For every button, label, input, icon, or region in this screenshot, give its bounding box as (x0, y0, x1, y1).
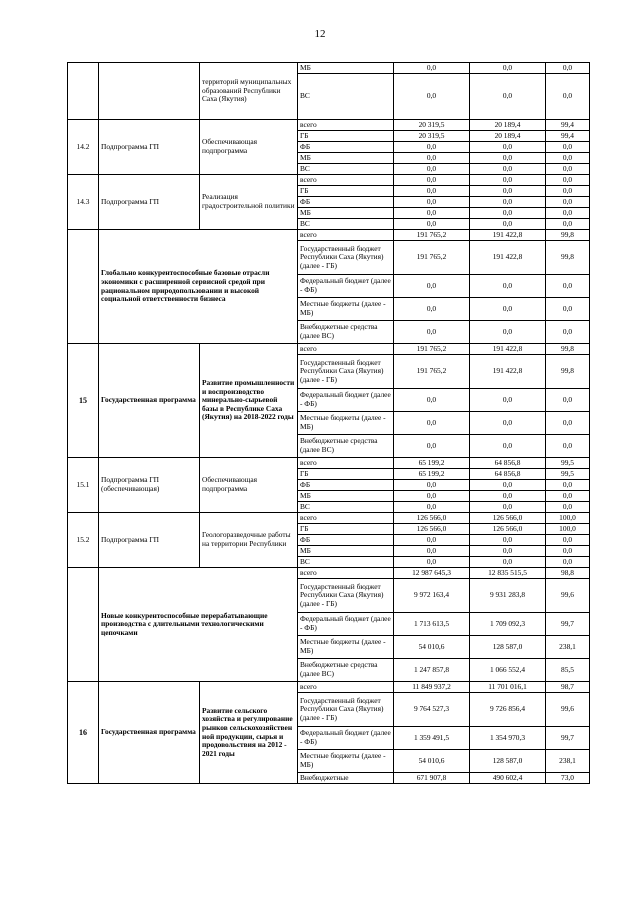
actual-value-cell: 0,0 (470, 321, 546, 344)
percent-cell: 99,5 (546, 469, 590, 480)
percent-cell: 0,0 (546, 275, 590, 298)
percent-cell: 99,8 (546, 241, 590, 275)
planned-value-cell: 0,0 (394, 321, 470, 344)
actual-value-cell: 64 856,8 (470, 469, 546, 480)
actual-value-cell: 0,0 (470, 298, 546, 321)
planned-value-cell: 0,0 (394, 186, 470, 197)
percent-cell: 99,8 (546, 344, 590, 355)
program-name-cell: Глобально конкурентоспособные базовые отрасли экономики с расширенной сервисной средой при рациональном природопользовании и высокой социальной ответственности бизнеса (99, 230, 298, 344)
actual-value-cell: 191 422,8 (470, 355, 546, 389)
percent-cell: 73,0 (546, 773, 590, 784)
percent-cell: 0,0 (546, 142, 590, 153)
budget-table (67, 62, 590, 784)
percent-cell: 99,6 (546, 693, 590, 727)
planned-value-cell: 65 199,2 (394, 458, 470, 469)
funding-source-cell: МБ (298, 546, 394, 557)
funding-source-cell: ВС (298, 502, 394, 513)
percent-cell: 0,0 (546, 197, 590, 208)
planned-value-cell: 191 765,2 (394, 230, 470, 241)
actual-value-cell: 128 587,0 (470, 750, 546, 773)
program-name-cell: Подпрограмма ГП (99, 175, 200, 230)
funding-source-cell: Государственный бюджет Республики Саха (Якутия) (далее - ГБ) (298, 355, 394, 389)
percent-cell: 0,0 (546, 480, 590, 491)
row-number-cell: 15 (68, 344, 99, 458)
percent-cell: 0,0 (546, 219, 590, 230)
funding-source-cell: Местные бюджеты (далее - МБ) (298, 412, 394, 435)
planned-value-cell: 12 987 645,3 (394, 568, 470, 579)
actual-value-cell: 0,0 (470, 197, 546, 208)
percent-cell: 0,0 (546, 557, 590, 568)
funding-source-cell: ВС (298, 219, 394, 230)
row-number-cell: 14.2 (68, 120, 99, 175)
actual-value-cell: 0,0 (470, 502, 546, 513)
row-number-cell: 14.3 (68, 175, 99, 230)
actual-value-cell: 1 354 970,3 (470, 727, 546, 750)
actual-value-cell: 11 701 016,1 (470, 682, 546, 693)
planned-value-cell: 0,0 (394, 389, 470, 412)
percent-cell: 99,7 (546, 727, 590, 750)
actual-value-cell: 64 856,8 (470, 458, 546, 469)
funding-source-cell: всего (298, 682, 394, 693)
funding-source-cell: Федеральный бюджет (далее - ФБ) (298, 275, 394, 298)
actual-value-cell: 1 709 092,3 (470, 613, 546, 636)
actual-value-cell: 1 066 552,4 (470, 659, 546, 682)
actual-value-cell: 0,0 (470, 389, 546, 412)
percent-cell: 99,4 (546, 131, 590, 142)
program-desc-cell: Обеспечивающая подпрограмма (200, 458, 298, 513)
planned-value-cell: 0,0 (394, 535, 470, 546)
percent-cell: 0,0 (546, 389, 590, 412)
actual-value-cell: 0,0 (470, 219, 546, 230)
funding-source-cell: ГБ (298, 131, 394, 142)
percent-cell: 99,6 (546, 579, 590, 613)
planned-value-cell: 0,0 (394, 175, 470, 186)
row-number-cell: 16 (68, 682, 99, 784)
percent-cell: 0,0 (546, 435, 590, 458)
funding-source-cell: Федеральный бюджет (далее - ФБ) (298, 389, 394, 412)
actual-value-cell: 126 566,0 (470, 524, 546, 535)
planned-value-cell: 0,0 (394, 491, 470, 502)
table-row (68, 120, 590, 131)
percent-cell: 0,0 (546, 153, 590, 164)
actual-value-cell: 9 931 283,8 (470, 579, 546, 613)
funding-source-cell: Внебюджетные (298, 773, 394, 784)
planned-value-cell: 54 010,6 (394, 636, 470, 659)
percent-cell: 0,0 (546, 502, 590, 513)
actual-value-cell: 128 587,0 (470, 636, 546, 659)
planned-value-cell: 671 907,8 (394, 773, 470, 784)
actual-value-cell: 0,0 (470, 63, 546, 74)
planned-value-cell: 0,0 (394, 435, 470, 458)
funding-source-cell: всего (298, 175, 394, 186)
actual-value-cell: 0,0 (470, 412, 546, 435)
planned-value-cell: 0,0 (394, 74, 470, 120)
program-name-cell: Подпрограмма ГП (обеспечивающая) (99, 458, 200, 513)
actual-value-cell: 191 422,8 (470, 344, 546, 355)
planned-value-cell: 20 319,5 (394, 120, 470, 131)
percent-cell: 0,0 (546, 164, 590, 175)
funding-source-cell: МБ (298, 208, 394, 219)
table-row (68, 458, 590, 469)
actual-value-cell: 0,0 (470, 491, 546, 502)
percent-cell: 0,0 (546, 175, 590, 186)
funding-source-cell: ФБ (298, 197, 394, 208)
planned-value-cell: 0,0 (394, 197, 470, 208)
actual-value-cell: 20 189,4 (470, 131, 546, 142)
actual-value-cell: 20 189,4 (470, 120, 546, 131)
program-name-cell: Новые конкурентоспособные перерабатывающие производства с длительными технологическими цепочками (99, 568, 298, 682)
actual-value-cell: 0,0 (470, 275, 546, 298)
actual-value-cell: 0,0 (470, 142, 546, 153)
program-desc-cell: Развитие сельского хозяйства и регулирование рынков сельскохозяйствен ной продукции, сырья и продовольствия на 2012 - 2021 годы (200, 682, 298, 784)
program-name-cell: Подпрограмма ГП (99, 120, 200, 175)
program-desc-cell: Обеспечивающая подпрограмма (200, 120, 298, 175)
funding-source-cell: МБ (298, 153, 394, 164)
actual-value-cell: 0,0 (470, 153, 546, 164)
program-desc-cell: территорий муниципальных образований Республики Саха (Якутия) (200, 63, 298, 120)
percent-cell: 100,0 (546, 513, 590, 524)
percent-cell: 0,0 (546, 298, 590, 321)
funding-source-cell: ГБ (298, 524, 394, 535)
program-desc-cell: Реализация градостроительной политики (200, 175, 298, 230)
table-row (68, 230, 590, 241)
funding-source-cell: Местные бюджеты (далее - МБ) (298, 750, 394, 773)
planned-value-cell: 126 566,0 (394, 513, 470, 524)
funding-source-cell: ГБ (298, 186, 394, 197)
actual-value-cell: 0,0 (470, 186, 546, 197)
funding-source-cell: Федеральный бюджет (далее - ФБ) (298, 613, 394, 636)
planned-value-cell: 0,0 (394, 142, 470, 153)
planned-value-cell: 0,0 (394, 412, 470, 435)
program-name-cell: Государственная программа (99, 682, 200, 784)
actual-value-cell: 0,0 (470, 175, 546, 186)
percent-cell: 0,0 (546, 412, 590, 435)
funding-source-cell: всего (298, 120, 394, 131)
percent-cell: 98,8 (546, 568, 590, 579)
percent-cell: 0,0 (546, 491, 590, 502)
funding-source-cell: Государственный бюджет Республики Саха (Якутия) (далее - ГБ) (298, 579, 394, 613)
actual-value-cell: 9 726 856,4 (470, 693, 546, 727)
planned-value-cell: 0,0 (394, 164, 470, 175)
actual-value-cell: 0,0 (470, 557, 546, 568)
funding-source-cell: ВС (298, 74, 394, 120)
funding-source-cell: МБ (298, 63, 394, 74)
program-name-cell: Подпрограмма ГП (99, 513, 200, 568)
planned-value-cell: 0,0 (394, 557, 470, 568)
table-row (68, 63, 590, 74)
planned-value-cell: 1 713 613,5 (394, 613, 470, 636)
funding-source-cell: Государственный бюджет Республики Саха (Якутия) (далее - ГБ) (298, 241, 394, 275)
funding-source-cell: ФБ (298, 480, 394, 491)
funding-source-cell: Местные бюджеты (далее - МБ) (298, 298, 394, 321)
planned-value-cell: 0,0 (394, 275, 470, 298)
program-name-cell (99, 63, 200, 120)
funding-source-cell: Внебюджетные средства (далее ВС) (298, 659, 394, 682)
table-row (68, 682, 590, 693)
funding-source-cell: всего (298, 344, 394, 355)
planned-value-cell: 191 765,2 (394, 344, 470, 355)
funding-source-cell: МБ (298, 491, 394, 502)
funding-source-cell: Внебюджетные средства (далее ВС) (298, 321, 394, 344)
actual-value-cell: 0,0 (470, 208, 546, 219)
percent-cell: 238,1 (546, 750, 590, 773)
actual-value-cell: 191 422,8 (470, 230, 546, 241)
funding-source-cell: ВС (298, 164, 394, 175)
planned-value-cell: 20 319,5 (394, 131, 470, 142)
percent-cell: 99,7 (546, 613, 590, 636)
actual-value-cell: 490 602,4 (470, 773, 546, 784)
percent-cell: 100,0 (546, 524, 590, 535)
planned-value-cell: 11 849 937,2 (394, 682, 470, 693)
funding-source-cell: ВС (298, 557, 394, 568)
funding-source-cell: Федеральный бюджет (далее - ФБ) (298, 727, 394, 750)
percent-cell: 0,0 (546, 74, 590, 120)
percent-cell: 99,5 (546, 458, 590, 469)
row-number-cell: 15.1 (68, 458, 99, 513)
percent-cell: 99,4 (546, 120, 590, 131)
planned-value-cell: 0,0 (394, 298, 470, 321)
funding-source-cell: всего (298, 458, 394, 469)
percent-cell: 99,8 (546, 230, 590, 241)
planned-value-cell: 191 765,2 (394, 355, 470, 389)
funding-source-cell: Местные бюджеты (далее - МБ) (298, 636, 394, 659)
planned-value-cell: 54 010,6 (394, 750, 470, 773)
planned-value-cell: 9 764 527,3 (394, 693, 470, 727)
planned-value-cell: 65 199,2 (394, 469, 470, 480)
percent-cell: 0,0 (546, 208, 590, 219)
percent-cell: 85,5 (546, 659, 590, 682)
planned-value-cell: 1 247 857,8 (394, 659, 470, 682)
planned-value-cell: 1 359 491,5 (394, 727, 470, 750)
funding-source-cell: ГБ (298, 469, 394, 480)
funding-source-cell: всего (298, 513, 394, 524)
percent-cell: 0,0 (546, 535, 590, 546)
percent-cell: 0,0 (546, 63, 590, 74)
table-row (68, 175, 590, 186)
planned-value-cell: 191 765,2 (394, 241, 470, 275)
actual-value-cell: 0,0 (470, 164, 546, 175)
row-number-cell: 15.2 (68, 513, 99, 568)
funding-source-cell: Государственный бюджет Республики Саха (Якутия) (далее - ГБ) (298, 693, 394, 727)
planned-value-cell: 0,0 (394, 153, 470, 164)
planned-value-cell: 0,0 (394, 219, 470, 230)
row-number-cell (68, 568, 99, 682)
funding-source-cell: всего (298, 568, 394, 579)
planned-value-cell: 0,0 (394, 63, 470, 74)
planned-value-cell: 126 566,0 (394, 524, 470, 535)
actual-value-cell: 0,0 (470, 74, 546, 120)
table-row (68, 344, 590, 355)
program-desc-cell: Развитие промышленности и воспроизводство минерально-сырьевой базы в Республике Саха (Якутия) на 2018-2022 годы (200, 344, 298, 458)
actual-value-cell: 12 835 515,5 (470, 568, 546, 579)
program-name-cell: Государственная программа (99, 344, 200, 458)
actual-value-cell: 0,0 (470, 535, 546, 546)
actual-value-cell: 0,0 (470, 435, 546, 458)
planned-value-cell: 0,0 (394, 480, 470, 491)
funding-source-cell: ФБ (298, 142, 394, 153)
program-desc-cell: Геологоразведочные работы на территории Республики (200, 513, 298, 568)
planned-value-cell: 0,0 (394, 208, 470, 219)
percent-cell: 0,0 (546, 321, 590, 344)
table-row (68, 513, 590, 524)
percent-cell: 99,8 (546, 355, 590, 389)
percent-cell: 0,0 (546, 186, 590, 197)
actual-value-cell: 126 566,0 (470, 513, 546, 524)
planned-value-cell: 0,0 (394, 502, 470, 513)
planned-value-cell: 9 972 163,4 (394, 579, 470, 613)
funding-source-cell: ФБ (298, 535, 394, 546)
percent-cell: 98,7 (546, 682, 590, 693)
percent-cell: 0,0 (546, 546, 590, 557)
row-number-cell (68, 63, 99, 120)
page-number: 12 (314, 28, 326, 40)
row-number-cell (68, 230, 99, 344)
funding-source-cell: Внебюджетные средства (далее ВС) (298, 435, 394, 458)
actual-value-cell: 0,0 (470, 546, 546, 557)
actual-value-cell: 0,0 (470, 480, 546, 491)
planned-value-cell: 0,0 (394, 546, 470, 557)
funding-source-cell: всего (298, 230, 394, 241)
percent-cell: 238,1 (546, 636, 590, 659)
table-row (68, 568, 590, 579)
actual-value-cell: 191 422,8 (470, 241, 546, 275)
